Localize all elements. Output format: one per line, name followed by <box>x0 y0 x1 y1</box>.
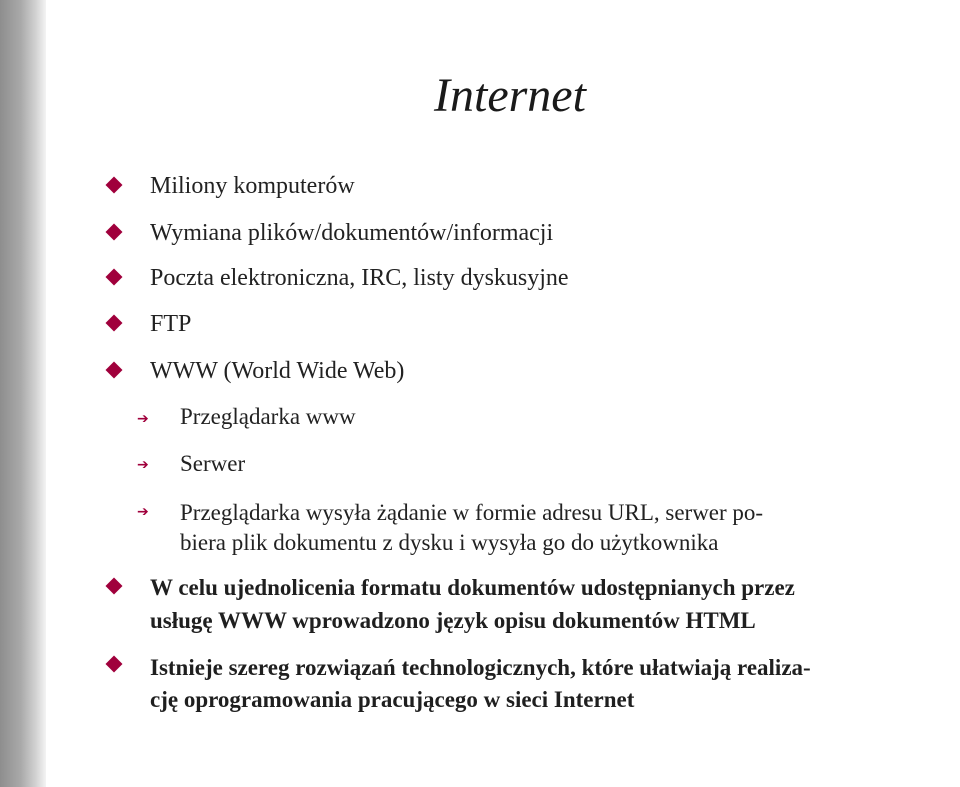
sub-bullet-item: Serwer <box>180 451 246 476</box>
bullet-item: Poczta elektroniczna, IRC, listy dyskusyjne <box>150 265 569 291</box>
bullet-item: Miliony komputerów <box>150 173 355 199</box>
diamond-bullet-icon <box>106 224 123 241</box>
diamond-bullet-icon <box>106 578 123 595</box>
diamond-bullet-icon <box>106 362 123 379</box>
slide-title: Internet <box>434 69 586 122</box>
diamond-bullet-icon <box>106 177 123 194</box>
paragraph-line: W celu ujednolicenia formatu dokumentów udostępnianych przez <box>150 575 795 600</box>
bullet-item: Wymiana plików/dokumentów/informacji <box>150 220 554 246</box>
paragraph-line: Istnieje szereg rozwiązań technologicznych, które ułatwiają realiza- <box>150 655 811 680</box>
bullet-item: FTP <box>150 311 192 337</box>
arrow-right-icon: ➔ <box>137 457 149 473</box>
diamond-bullet-icon <box>106 269 123 286</box>
paragraph-line: usługę WWW wprowadzono język opisu dokumentów HTML <box>150 608 756 633</box>
paragraph-line: cję oprogramowania pracującego w sieci Internet <box>150 687 635 712</box>
bullet-item: WWW (World Wide Web) <box>150 358 405 384</box>
diamond-bullet-icon <box>106 315 123 332</box>
arrow-right-icon: ➔ <box>137 504 149 520</box>
sub-bullet-item: Przeglądarka wysyła żądanie w formie adresu URL, serwer po- <box>180 500 764 525</box>
diamond-bullet-icon <box>106 656 123 673</box>
sub-bullet-item-continuation: biera plik dokumentu z dysku i wysyła go do użytkownika <box>180 530 719 555</box>
decorative-sidebar <box>0 0 46 787</box>
sub-bullet-item: Przeglądarka www <box>180 404 356 429</box>
arrow-right-icon: ➔ <box>137 411 149 427</box>
